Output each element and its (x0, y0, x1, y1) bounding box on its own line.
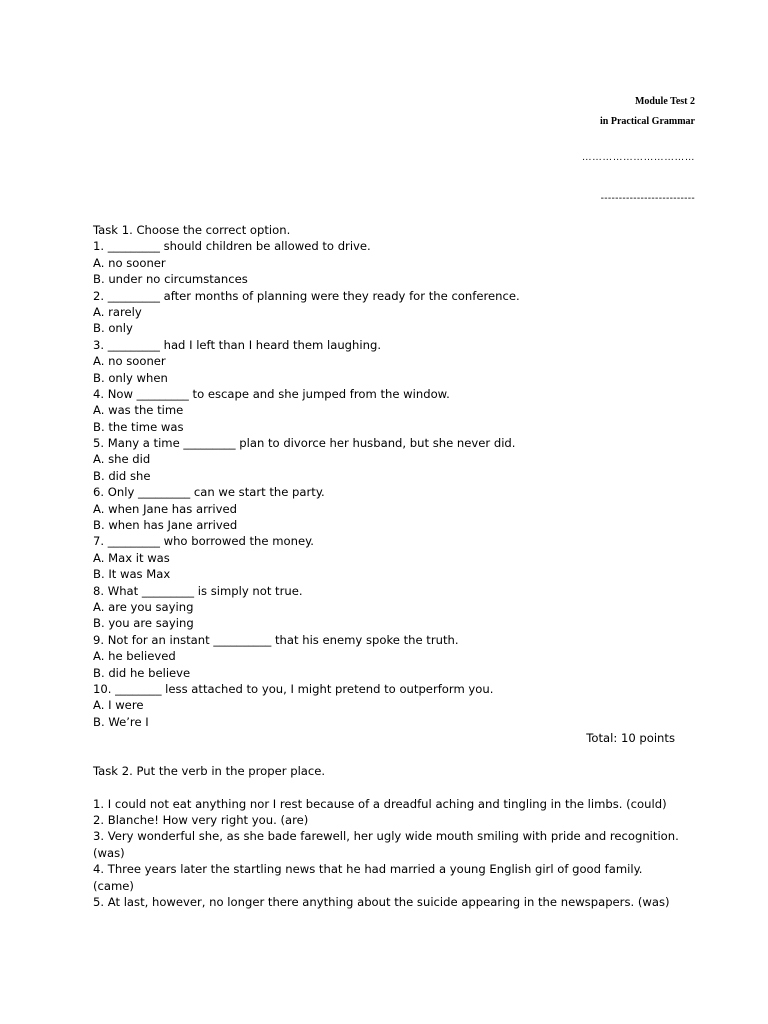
task2-item-3: 3. Very wonderful she, as she bade farewell, her ugly wide mouth smiling with pride and recognition. (was) (93, 829, 679, 860)
option-a: A. she did (93, 452, 151, 467)
task2-item-5: 5. At last, however, no longer there anything about the suicide appearing in the newspapers. (was) (93, 895, 670, 910)
option-b: B. It was Max (93, 567, 171, 582)
task1-question-9 (93, 632, 683, 681)
task1-question-10 (93, 681, 683, 730)
subject-title: in Practical Grammar (600, 116, 695, 127)
option-a: A. are you saying (93, 599, 194, 614)
option-b: B. when has Jane arrived (93, 518, 238, 533)
question-text: 6. Only _________ can we start the party. (93, 485, 325, 500)
spacer (93, 747, 683, 763)
option-a: A. no sooner (93, 255, 166, 270)
option-a: A. Max it was (93, 550, 170, 565)
task1-title: Task 1. Choose the correct option. (93, 223, 291, 237)
question-text: 10. ________ less attached to you, I might pretend to outperform you. (93, 681, 494, 696)
option-b: B. under no circumstances (93, 272, 248, 287)
question-text: 8. What _________ is simply not true. (93, 583, 303, 598)
option-b: B. the time was (93, 419, 184, 434)
option-a: A. rarely (93, 304, 142, 319)
option-a: A. when Jane has arrived (93, 501, 237, 516)
question-text: 3. _________ had I left than I heard them laughing. (93, 337, 381, 352)
option-b: B. only (93, 321, 133, 336)
option-a: A. I were (93, 698, 144, 713)
task1-question-8 (93, 583, 683, 632)
option-b: B. did she (93, 468, 151, 483)
question-text: 9. Not for an instant __________ that his enemy spoke the truth. (93, 632, 459, 647)
task1-question-4 (93, 386, 683, 435)
option-b: B. only when (93, 370, 168, 385)
task1-question-6 (93, 484, 683, 533)
question-text: 7. _________ who borrowed the money. (93, 534, 314, 549)
question-text: 2. _________ after months of planning were they ready for the conference. (93, 288, 520, 303)
group-line: -------------------------- (600, 193, 695, 204)
question-text: 5. Many a time _________ plan to divorce her husband, but she never did. (93, 436, 516, 451)
task1-question-3 (93, 337, 683, 386)
task1-question-2 (93, 288, 683, 337)
task1-question-1 (93, 238, 683, 287)
option-a: A. he believed (93, 649, 176, 664)
task2-item-4: 4. Three years later the startling news that he had married a young English girl of good family. (came) (93, 862, 643, 893)
name-line: …………………………… (581, 152, 695, 163)
question-text: 1. _________ should children be allowed to drive. (93, 239, 371, 254)
option-a: A. was the time (93, 403, 184, 418)
module-title: Module Test 2 (634, 96, 695, 107)
document-body (93, 222, 683, 910)
option-b: B. We’re I (93, 714, 149, 729)
task1-total: Total: 10 points (586, 731, 675, 746)
option-b: B. did he believe (93, 665, 191, 680)
option-b: B. you are saying (93, 616, 194, 631)
option-a: A. no sooner (93, 354, 166, 369)
question-text: 4. Now _________ to escape and she jumped from the window. (93, 386, 450, 401)
task2-item-1: 1. I could not eat anything nor I rest because of a dreadful aching and tingling in the limbs. (could) (93, 796, 667, 811)
task1-question-5 (93, 435, 683, 484)
spacer (93, 779, 683, 795)
task2-item-2: 2. Blanche! How very right you. (are) (93, 813, 309, 828)
task2-title: Task 2. Put the verb in the proper place. (93, 763, 326, 778)
task1-question-7 (93, 533, 683, 582)
